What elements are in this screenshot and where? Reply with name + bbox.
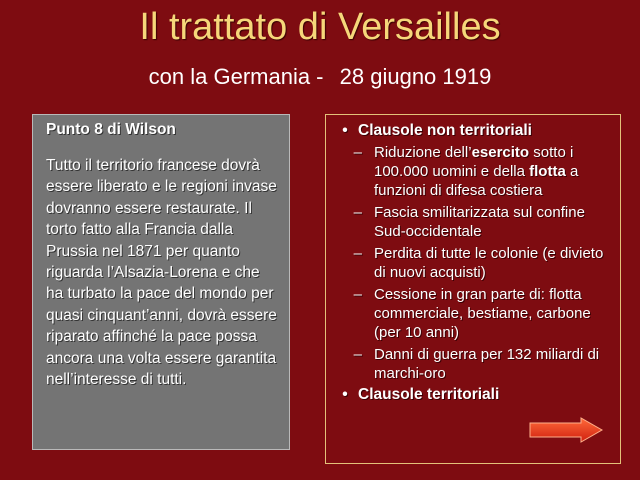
clause-item-text: Cessione in gran parte di: flotta commerciale, bestiame, carbone (per 10 anni) bbox=[374, 286, 591, 341]
clause-text: a funzioni di difesa costiera bbox=[374, 163, 579, 199]
dash: – bbox=[353, 346, 362, 363]
wilson-text: Tutto il territorio francese dovrà essere liberato e le regioni invase dovranno essere restaurate. Il torto fatto alla Francia dalla Prussia nel 1871 per quanto riguarda l’Alsazia-Lorena e che ha turbato la pace del mondo per quasi cinquant’anni, dovrà essere riparato affinché la pace possa ancora una volta essere garantita nell’interesse di tutti. bbox=[46, 157, 277, 389]
dash: – bbox=[353, 245, 362, 262]
clause-text: sotto i 100.000 uomini e della bbox=[374, 144, 574, 180]
clause-item-text: Fascia smilitarizzata sul confine Sud-occidentale bbox=[374, 204, 585, 240]
clause-item-text: Danni di guerra per 132 miliardi di marchi-oro bbox=[374, 346, 600, 382]
territorial-label: Clausole territoriali bbox=[358, 386, 500, 403]
clause-item-cession bbox=[332, 285, 614, 342]
wilson-point-box bbox=[32, 114, 290, 450]
slide-title: Il trattato di Versailles bbox=[139, 6, 501, 48]
clause-item-text: Perdita di tutte le colonie (e divieto di nuovi acquisti) bbox=[374, 245, 604, 281]
bullet-dot: • bbox=[342, 122, 348, 139]
clause-item-army bbox=[332, 143, 614, 200]
dash: – bbox=[353, 204, 362, 221]
slide-subtitle bbox=[0, 62, 640, 92]
clause-item-damages bbox=[332, 345, 614, 383]
dash: – bbox=[353, 144, 362, 161]
wilson-heading: Punto 8 di Wilson bbox=[46, 121, 176, 138]
clause-highlight-army: esercito bbox=[471, 144, 530, 161]
clause-item-colonies bbox=[332, 244, 614, 282]
clause-text: Riduzione dell’ bbox=[374, 144, 472, 161]
right-arrow-icon[interactable] bbox=[529, 417, 603, 443]
bullet-dot: • bbox=[342, 386, 348, 403]
clause-item-army-text bbox=[374, 143, 614, 200]
clause-highlight-fleet: flotta bbox=[529, 163, 566, 180]
bullet-non-territorial bbox=[332, 121, 614, 140]
dash: – bbox=[353, 286, 362, 303]
clauses-box bbox=[325, 114, 621, 464]
non-territorial-label: Clausole non territoriali bbox=[358, 122, 532, 139]
bullet-territorial bbox=[332, 385, 614, 404]
subtitle-main: con la Germania - bbox=[148, 64, 324, 89]
subtitle-date: 28 giugno 1919 bbox=[339, 64, 492, 89]
clause-item-demilitarized bbox=[332, 203, 614, 241]
